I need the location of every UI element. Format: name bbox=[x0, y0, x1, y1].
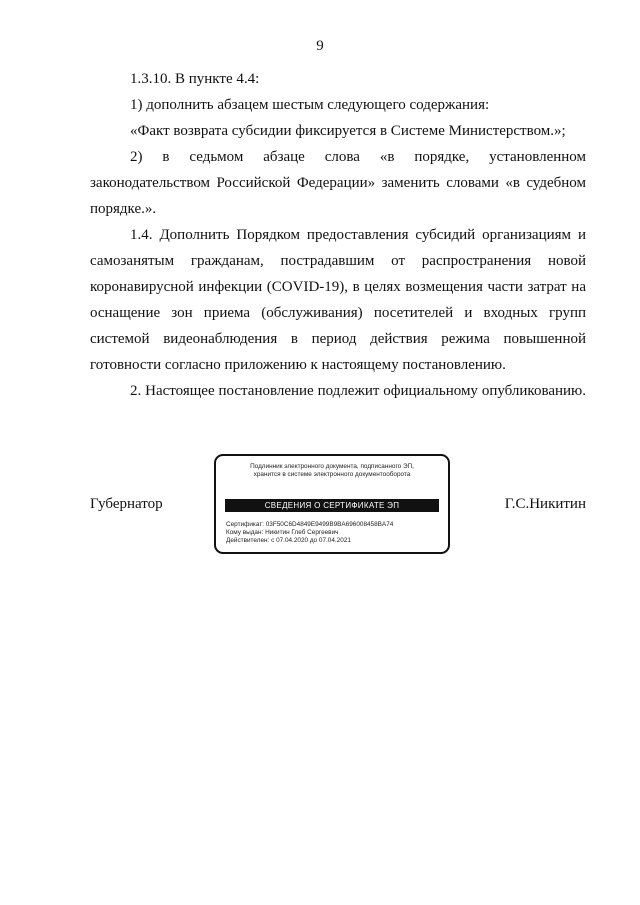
paragraph-item-2: 2) в седьмом абзаце слова «в порядке, установленном законодательством Российской Федерации» заменить словами «в судебном порядке.». bbox=[90, 149, 586, 217]
signatory-name: Г.С.Никитин bbox=[504, 496, 586, 512]
paragraph-item-1: 1) дополнить абзацем шестым следующего содержания: bbox=[130, 97, 490, 113]
paragraph-1-3-10: 1.3.10. В пункте 4.4: bbox=[130, 71, 260, 87]
stamp-header-line-2: хранится в системе электронного документооборота bbox=[253, 471, 411, 478]
signatory-position: Губернатор bbox=[90, 496, 163, 512]
page-number: 9 bbox=[316, 38, 324, 54]
stamp-header-line-1: Подлинник электронного документа, подписанного ЭП, bbox=[250, 463, 414, 470]
electronic-signature-stamp bbox=[214, 454, 450, 554]
paragraph-1-4: 1.4. Дополнить Порядком предоставления субсидий организациям и самозанятым гражданам, пострадавшим от распространения новой коронавирусной инфекции (COVID-19), в целях возмещения части затрат на оснащение зон приема (обслуживания) посетителей и входных групп системой видеонаблюдения в период действия режима повышенной готовности согласно приложению к настоящему постановлению. bbox=[90, 227, 586, 373]
paragraph-2: 2. Настоящее постановление подлежит официальному опубликованию. bbox=[130, 383, 586, 399]
stamp-certificate: Сертификат: 03F50C6D4849E9499B9BA696008458BA74 bbox=[226, 521, 394, 528]
signature-block bbox=[90, 454, 586, 560]
document-body bbox=[90, 66, 586, 404]
stamp-validity: Действителен: с 07.04.2020 до 07.04.2021 bbox=[226, 537, 351, 544]
stamp-issued-to: Кому выдан: Никитин Глеб Сергеевич bbox=[226, 529, 339, 536]
stamp-details bbox=[226, 521, 440, 545]
paragraph-quote: «Факт возврата субсидии фиксируется в Системе Министерством.»; bbox=[130, 123, 566, 139]
stamp-header bbox=[224, 463, 440, 479]
stamp-title-bar: СВЕДЕНИЯ О СЕРТИФИКАТЕ ЭП bbox=[225, 499, 439, 512]
